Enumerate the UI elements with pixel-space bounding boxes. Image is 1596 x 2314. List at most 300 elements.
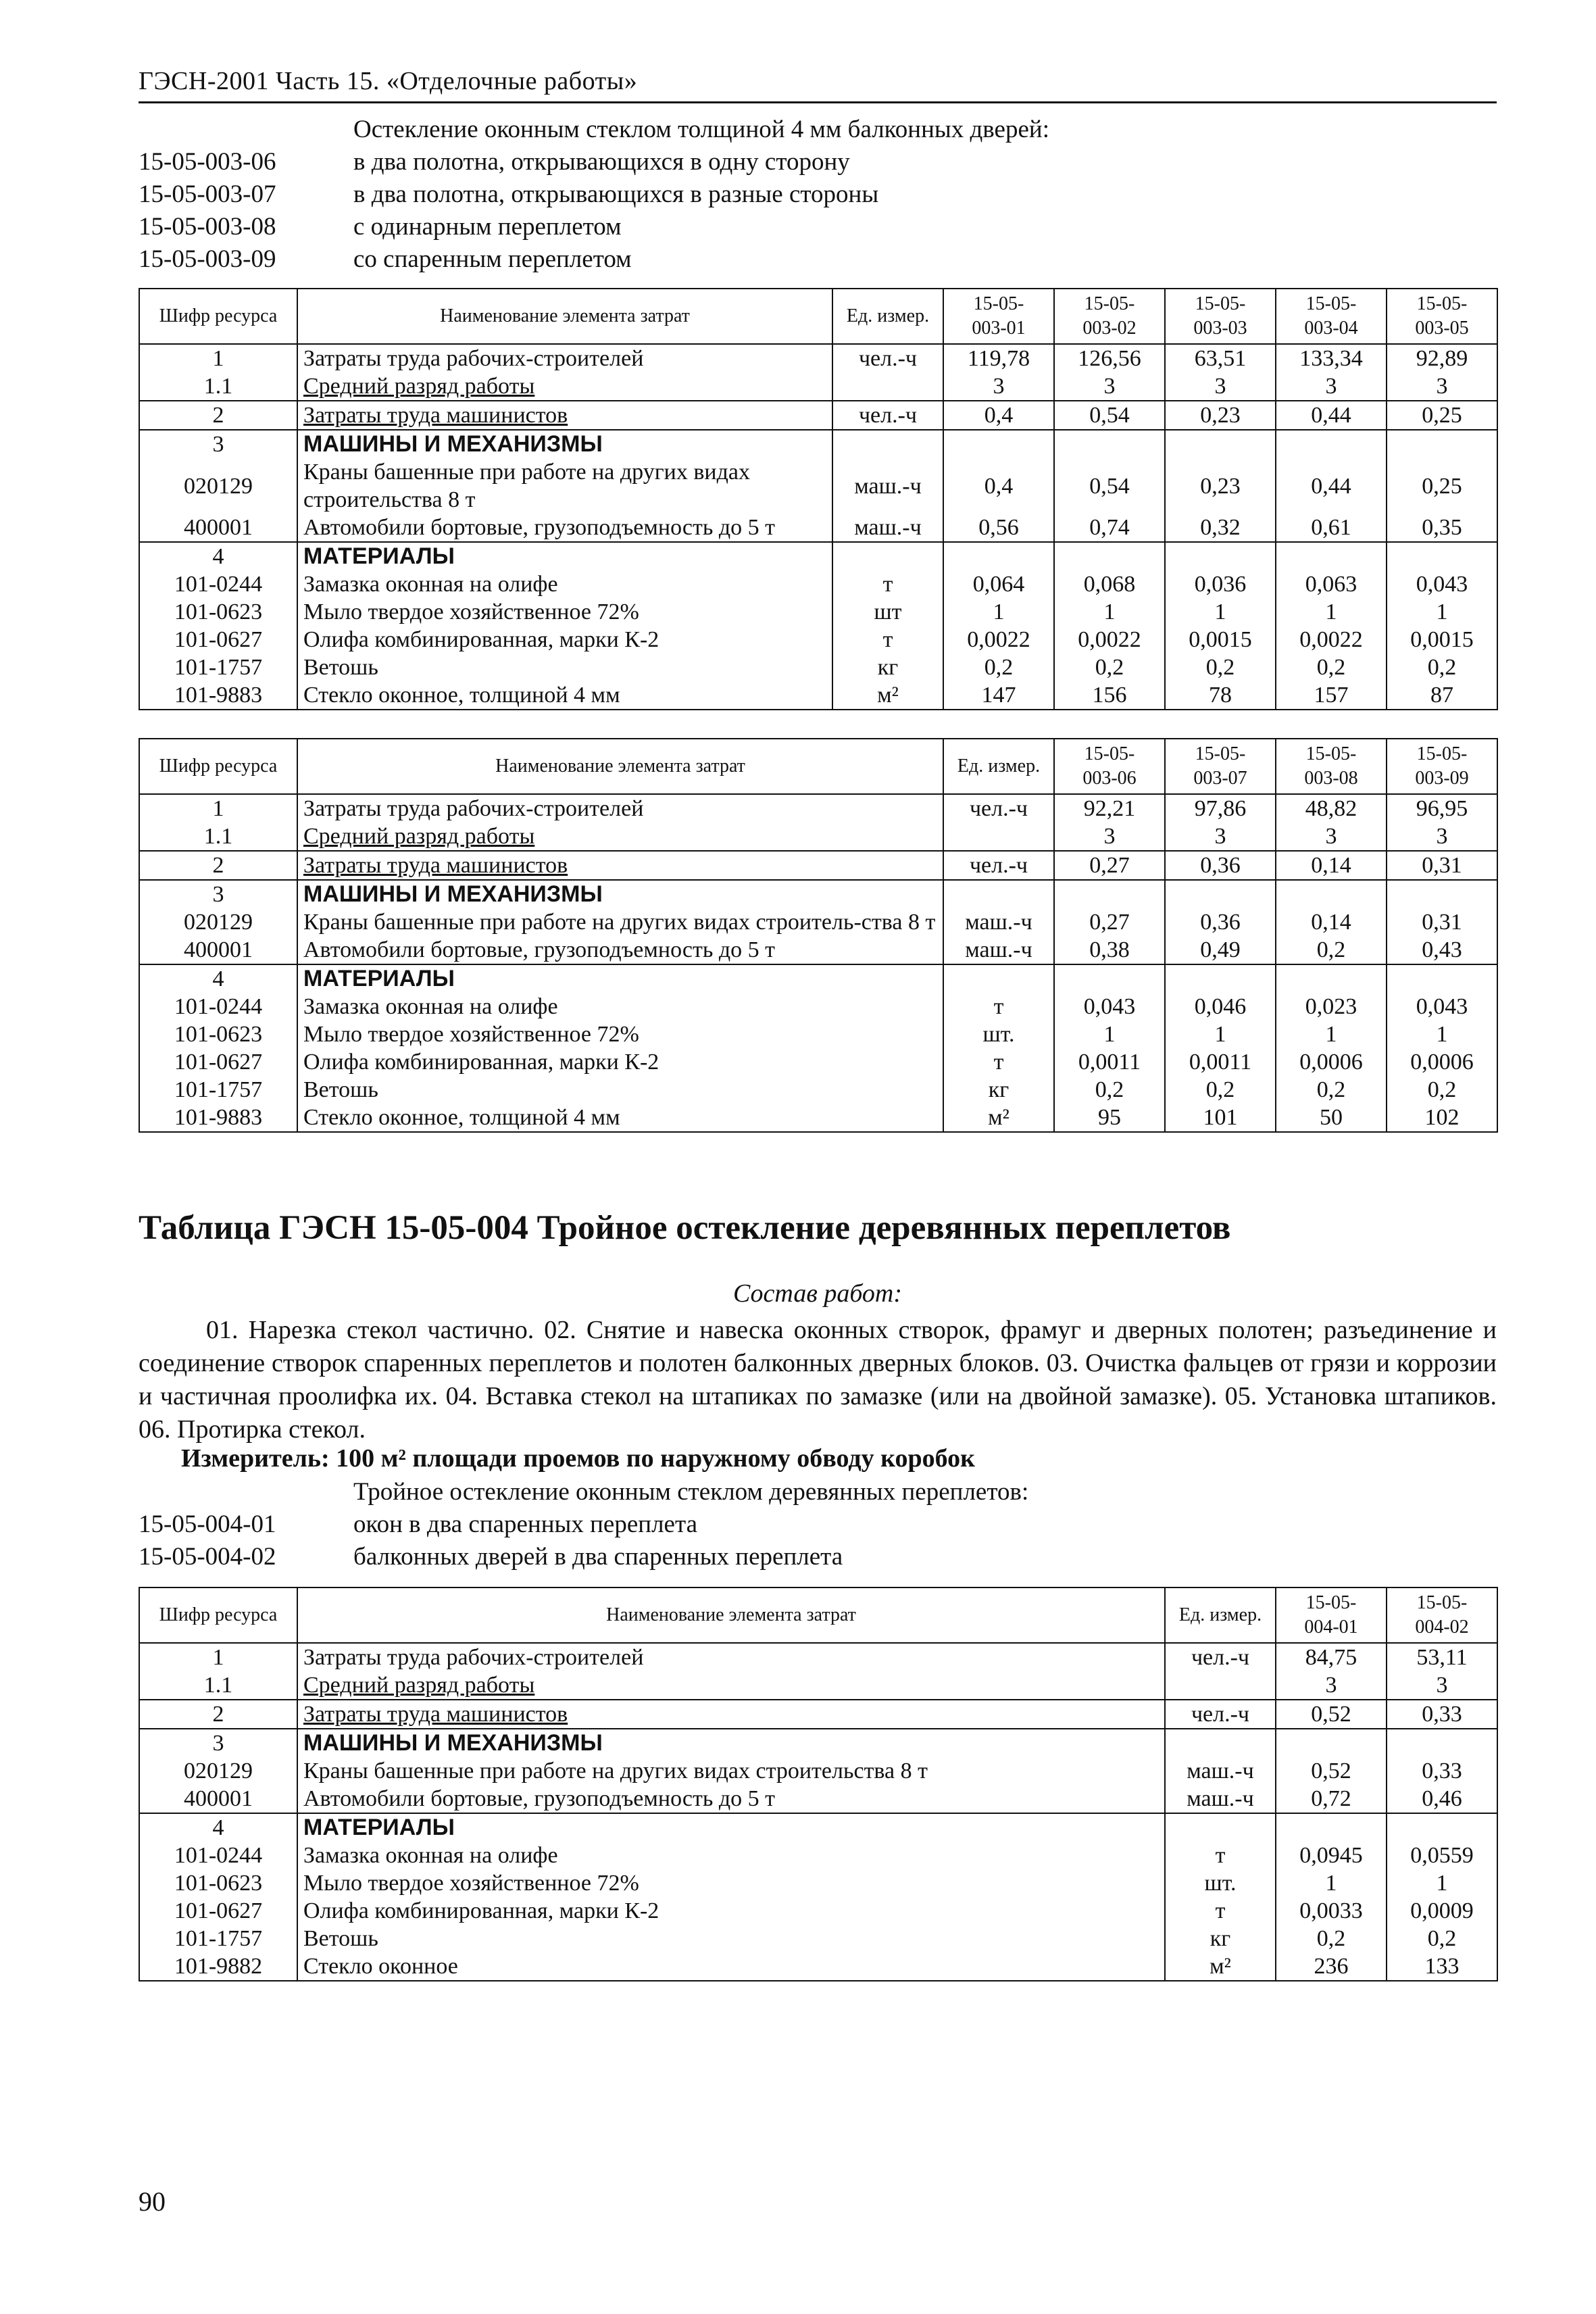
- resource-code-cell: 020129: [139, 908, 297, 936]
- col-header-code: Шифр ресурса: [139, 739, 297, 794]
- rate-value-cell: 102: [1387, 1104, 1497, 1132]
- col-header-rate: [1387, 289, 1497, 344]
- rate-value-cell: 1: [1387, 1869, 1497, 1897]
- section-heading-text: Тройное остекление оконным стеклом деревянных переплетов:: [353, 1478, 1029, 1506]
- resource-code-cell: 101-0623: [139, 1020, 297, 1048]
- col-header-rate-line1: 15-05-: [1195, 293, 1246, 314]
- resource-code-cell: 2: [139, 1700, 297, 1729]
- rate-value-cell: 0,49: [1165, 936, 1276, 964]
- unit-cell: чел.-ч: [943, 851, 1054, 880]
- col-header-rate: [1387, 1587, 1497, 1643]
- rate-value-cell: 0,043: [1387, 570, 1497, 598]
- rate-value-cell: 3: [1387, 822, 1497, 851]
- rate-value-cell: 0,0015: [1165, 626, 1276, 654]
- intro-item-code: 15-05-003-06: [139, 148, 276, 176]
- cost-element-name-cell: Затраты труда машинистов: [297, 851, 943, 880]
- rate-value-cell: 1: [1276, 1020, 1387, 1048]
- cost-element-name-cell: Замазка оконная на олифе: [297, 570, 832, 598]
- unit-cell: [832, 430, 943, 458]
- rate-value-cell: [1165, 964, 1276, 993]
- running-header: ГЭСН-2001 Часть 15. «Отделочные работы»: [139, 67, 638, 95]
- rate-value-cell: 157: [1276, 681, 1387, 710]
- col-header-rate: [1165, 739, 1276, 794]
- rate-value-cell: 0,0022: [943, 626, 1054, 654]
- rate-value-cell: 0,046: [1165, 993, 1276, 1020]
- rate-value-cell: 1: [1276, 1869, 1387, 1897]
- table-row: [139, 1671, 1497, 1700]
- section-code-list: [139, 1476, 1028, 1573]
- table-row: [139, 654, 1497, 681]
- rate-value-cell: 1: [1054, 598, 1165, 626]
- table-row: [139, 1048, 1497, 1076]
- cost-element-name-cell: Замазка оконная на олифе: [297, 1842, 1165, 1869]
- table-row: [139, 570, 1497, 598]
- col-header-rate-line2: 003-04: [1304, 318, 1358, 339]
- resource-code-cell: 101-1757: [139, 654, 297, 681]
- unit-cell: т: [943, 1048, 1054, 1076]
- resource-code-cell: 400001: [139, 514, 297, 542]
- rate-value-cell: 0,2: [1054, 1076, 1165, 1104]
- table-row: [139, 1952, 1497, 1981]
- cost-element-name-cell: Затраты труда рабочих-строителей: [297, 344, 832, 372]
- rate-value-cell: 0,14: [1276, 851, 1387, 880]
- rate-value-cell: [1276, 1729, 1387, 1757]
- table-row: [139, 430, 1497, 458]
- cost-element-name-cell: МАТЕРИАЛЫ: [297, 542, 832, 570]
- intro-item: [139, 243, 1049, 276]
- resource-code-cell: 101-0627: [139, 1897, 297, 1925]
- resource-table-003-06-09: [139, 738, 1498, 1133]
- resource-code-cell: 1: [139, 344, 297, 372]
- table-row: [139, 1700, 1497, 1729]
- rate-value-cell: [1276, 1813, 1387, 1842]
- intro-item-code: 15-05-003-07: [139, 180, 276, 208]
- rate-value-cell: 3: [1276, 822, 1387, 851]
- rate-value-cell: [1054, 964, 1165, 993]
- cost-element-name-cell: Стекло оконное, толщиной 4 мм: [297, 681, 832, 710]
- col-header-name: Наименование элемента затрат: [297, 739, 943, 794]
- col-header-code: Шифр ресурса: [139, 289, 297, 344]
- rate-value-cell: 236: [1276, 1952, 1387, 1981]
- table-row: [139, 401, 1497, 430]
- table-row: [139, 851, 1497, 880]
- rate-value-cell: 0,2: [1276, 936, 1387, 964]
- cost-element-name-cell: Средний разряд работы: [297, 822, 943, 851]
- col-header-rate: [1276, 1587, 1387, 1643]
- unit-cell: чел.-ч: [943, 794, 1054, 822]
- rate-value-cell: 0,0011: [1054, 1048, 1165, 1076]
- rate-value-cell: 0,32: [1165, 514, 1276, 542]
- cost-element-name-cell: МАШИНЫ И МЕХАНИЗМЫ: [297, 1729, 1165, 1757]
- unit-cell: шт.: [1165, 1869, 1276, 1897]
- resource-code-cell: 2: [139, 401, 297, 430]
- intro-item-text: в два полотна, открывающихся в одну сторону: [353, 148, 850, 176]
- rate-value-cell: 0,0559: [1387, 1842, 1497, 1869]
- cost-element-name-cell: Стекло оконное, толщиной 4 мм: [297, 1104, 943, 1132]
- cost-element-name-cell: Затраты труда машинистов: [297, 1700, 1165, 1729]
- unit-cell: [943, 880, 1054, 908]
- col-header-unit: Ед. измер.: [1165, 1587, 1276, 1643]
- unit-cell: маш.-ч: [1165, 1757, 1276, 1785]
- rate-value-cell: 0,4: [943, 458, 1054, 514]
- table-row: [139, 880, 1497, 908]
- rate-value-cell: 0,0033: [1276, 1897, 1387, 1925]
- rate-value-cell: 0,063: [1276, 570, 1387, 598]
- col-header-rate-line1: 15-05-: [1416, 293, 1468, 314]
- rate-value-cell: 0,2: [943, 654, 1054, 681]
- unit-cell: т: [1165, 1842, 1276, 1869]
- cost-element-name-cell: Краны башенные при работе на других видах строительства 8 т: [297, 1757, 1165, 1785]
- rate-value-cell: 3: [1276, 1671, 1387, 1700]
- cost-element-name-cell: Автомобили бортовые, грузоподъемность до 5 т: [297, 936, 943, 964]
- rate-value-cell: 3: [1387, 1671, 1497, 1700]
- resource-code-cell: 2: [139, 851, 297, 880]
- unit-cell: м²: [1165, 1952, 1276, 1981]
- resource-code-cell: 101-1757: [139, 1076, 297, 1104]
- rate-value-cell: 156: [1054, 681, 1165, 710]
- section-heading: [139, 1476, 1028, 1508]
- cost-element-name-cell: МАТЕРИАЛЫ: [297, 964, 943, 993]
- rate-value-cell: 0,44: [1276, 458, 1387, 514]
- rate-value-cell: 0,0022: [1276, 626, 1387, 654]
- cost-element-name-cell: Мыло твердое хозяйственное 72%: [297, 1869, 1165, 1897]
- col-header-rate-line1: 15-05-: [1416, 1592, 1468, 1613]
- table-row: [139, 1076, 1497, 1104]
- resource-code-cell: 101-0244: [139, 993, 297, 1020]
- rate-value-cell: 0,0009: [1387, 1897, 1497, 1925]
- unit-cell: т: [832, 570, 943, 598]
- unit-cell: шт: [832, 598, 943, 626]
- unit-cell: [832, 372, 943, 401]
- unit-cell: [943, 822, 1054, 851]
- cost-element-name-cell: Ветошь: [297, 1076, 943, 1104]
- rate-value-cell: [943, 430, 1054, 458]
- rate-value-cell: 0,52: [1276, 1700, 1387, 1729]
- rate-value-cell: [1165, 430, 1276, 458]
- cost-element-name-cell: Затраты труда рабочих-строителей: [297, 1643, 1165, 1671]
- rate-value-cell: 1: [1276, 598, 1387, 626]
- intro-item: [139, 146, 1049, 178]
- rate-value-cell: 0,52: [1276, 1757, 1387, 1785]
- resource-code-cell: 101-0627: [139, 626, 297, 654]
- intro-item-text: с одинарным переплетом: [353, 213, 622, 241]
- resource-code-cell: 101-0623: [139, 1869, 297, 1897]
- resource-table-003-01-05: [139, 288, 1498, 710]
- rate-value-cell: 119,78: [943, 344, 1054, 372]
- unit-cell: чел.-ч: [1165, 1643, 1276, 1671]
- col-header-rate: [943, 289, 1054, 344]
- unit-cell: чел.-ч: [832, 344, 943, 372]
- cost-element-name-cell: МАШИНЫ И МЕХАНИЗМЫ: [297, 430, 832, 458]
- rate-value-cell: 95: [1054, 1104, 1165, 1132]
- table-row: [139, 598, 1497, 626]
- rate-value-cell: 0,2: [1276, 1076, 1387, 1104]
- section-item: [139, 1508, 1028, 1541]
- unit-cell: [1165, 1729, 1276, 1757]
- unit-cell: кг: [832, 654, 943, 681]
- unit-cell: [832, 542, 943, 570]
- page-number: 90: [139, 2186, 166, 2217]
- table-row: [139, 458, 1497, 514]
- unit-cell: кг: [943, 1076, 1054, 1104]
- table-row: [139, 1757, 1497, 1785]
- rate-value-cell: 0,36: [1165, 851, 1276, 880]
- rate-value-cell: 0,2: [1276, 654, 1387, 681]
- rate-value-cell: 0,25: [1387, 401, 1497, 430]
- cost-element-name-cell: Олифа комбинированная, марки К-2: [297, 626, 832, 654]
- intro-item-code: 15-05-003-08: [139, 213, 276, 241]
- rate-value-cell: 92,89: [1387, 344, 1497, 372]
- col-header-rate-line2: 003-02: [1082, 318, 1137, 339]
- work-composition-label: Состав работ:: [732, 1279, 903, 1308]
- unit-cell: кг: [1165, 1925, 1276, 1952]
- work-composition-text: 01. Нарезка стекол частично. 02. Снятие и навеска оконных створок, фрамуг и дверных полотен; разъединение и соединение створок спаренных переплетов и полотен балконных дверных блоков. 03. Очистка фальцев от грязи и коррозии и частичная проолифка их. 04. Вставка стекол на штапиках по замазке (или на двойной замазке). 05. Установка штапиков. 06. Протирка стекол.: [139, 1316, 1497, 1444]
- unit-cell: маш.-ч: [832, 458, 943, 514]
- resource-code-cell: 4: [139, 964, 297, 993]
- rate-value-cell: 0,043: [1387, 993, 1497, 1020]
- rate-value-cell: 3: [1054, 372, 1165, 401]
- resource-code-cell: 400001: [139, 1785, 297, 1813]
- intro-item-text: в два полотна, открывающихся в разные стороны: [353, 180, 879, 208]
- rate-value-cell: [1165, 542, 1276, 570]
- rate-value-cell: 0,0011: [1165, 1048, 1276, 1076]
- table-row: [139, 1104, 1497, 1132]
- cost-element-name-cell: Краны башенные при работе на других видах строительства 8 т: [297, 458, 832, 514]
- resource-code-cell: 1: [139, 794, 297, 822]
- table-row: [139, 1643, 1497, 1671]
- rate-value-cell: 1: [1165, 598, 1276, 626]
- unit-cell: м²: [943, 1104, 1054, 1132]
- rate-value-cell: 0,54: [1054, 458, 1165, 514]
- cost-element-name-cell: Автомобили бортовые, грузоподъемность до 5 т: [297, 1785, 1165, 1813]
- rate-value-cell: 87: [1387, 681, 1497, 710]
- rate-value-cell: 3: [943, 372, 1054, 401]
- rate-value-cell: 92,21: [1054, 794, 1165, 822]
- rate-value-cell: 0,44: [1276, 401, 1387, 430]
- rate-value-cell: 48,82: [1276, 794, 1387, 822]
- rate-value-cell: 0,56: [943, 514, 1054, 542]
- table-row: [139, 1729, 1497, 1757]
- intro-heading-text: Остекление оконным стеклом толщиной 4 мм балконных дверей:: [353, 116, 1049, 143]
- rate-value-cell: 0,0015: [1387, 626, 1497, 654]
- rate-value-cell: 0,72: [1276, 1785, 1387, 1813]
- rate-value-cell: 63,51: [1165, 344, 1276, 372]
- rate-value-cell: 133: [1387, 1952, 1497, 1981]
- table-row: [139, 1842, 1497, 1869]
- col-header-rate-line2: 003-01: [972, 318, 1026, 339]
- unit-cell: маш.-ч: [943, 936, 1054, 964]
- unit-cell: [1165, 1813, 1276, 1842]
- rate-value-cell: 3: [1387, 372, 1497, 401]
- rate-value-cell: 0,43: [1387, 936, 1497, 964]
- rate-value-cell: [1276, 430, 1387, 458]
- rate-value-cell: 53,11: [1387, 1643, 1497, 1671]
- rate-value-cell: 0,036: [1165, 570, 1276, 598]
- unit-cell: шт.: [943, 1020, 1054, 1048]
- rate-value-cell: 0,33: [1387, 1757, 1497, 1785]
- resource-code-cell: 101-0627: [139, 1048, 297, 1076]
- resource-code-cell: 101-1757: [139, 1925, 297, 1952]
- col-header-rate-line2: 003-09: [1415, 768, 1469, 789]
- rate-value-cell: 3: [1054, 822, 1165, 851]
- unit-cell: [1165, 1671, 1276, 1700]
- rate-value-cell: 0,27: [1054, 851, 1165, 880]
- resource-code-cell: 101-9882: [139, 1952, 297, 1981]
- unit-cell: [943, 964, 1054, 993]
- unit-cell: т: [1165, 1897, 1276, 1925]
- header-rule: [139, 101, 1497, 103]
- rate-value-cell: [1054, 430, 1165, 458]
- intro-item: [139, 211, 1049, 243]
- rate-value-cell: 0,2: [1165, 1076, 1276, 1104]
- col-header-rate-line1: 15-05-: [1084, 293, 1135, 314]
- rate-value-cell: [1387, 542, 1497, 570]
- table-row: [139, 1869, 1497, 1897]
- col-header-rate-line1: 15-05-: [973, 293, 1024, 314]
- cost-element-name-cell: Затраты труда машинистов: [297, 401, 832, 430]
- resource-code-cell: 020129: [139, 1757, 297, 1785]
- rate-value-cell: [1054, 542, 1165, 570]
- section-title: Таблица ГЭСН 15-05-004 Тройное остекление деревянных переплетов: [139, 1209, 1231, 1247]
- intro-code-list: [139, 114, 1049, 276]
- resource-code-cell: 1: [139, 1643, 297, 1671]
- cost-element-name-cell: Стекло оконное: [297, 1952, 1165, 1981]
- rate-value-cell: [1165, 880, 1276, 908]
- measure-unit-line: Измеритель: 100 м² площади проемов по наружному обводу коробок: [181, 1444, 976, 1473]
- col-header-rate-line1: 15-05-: [1305, 293, 1357, 314]
- col-header-rate-line2: 003-03: [1193, 318, 1247, 339]
- cost-element-name-cell: Средний разряд работы: [297, 372, 832, 401]
- resource-code-cell: 020129: [139, 458, 297, 514]
- col-header-rate-line2: 003-06: [1082, 768, 1137, 789]
- rate-value-cell: 147: [943, 681, 1054, 710]
- rate-value-cell: 133,34: [1276, 344, 1387, 372]
- unit-cell: маш.-ч: [943, 908, 1054, 936]
- rate-value-cell: 0,4: [943, 401, 1054, 430]
- resource-code-cell: 4: [139, 542, 297, 570]
- rate-value-cell: [943, 542, 1054, 570]
- cost-element-name-cell: Мыло твердое хозяйственное 72%: [297, 598, 832, 626]
- intro-heading: [139, 114, 1049, 146]
- rate-value-cell: [1276, 880, 1387, 908]
- rate-value-cell: 3: [1276, 372, 1387, 401]
- rate-value-cell: 0,14: [1276, 908, 1387, 936]
- resource-code-cell: 101-0244: [139, 1842, 297, 1869]
- rate-value-cell: 0,31: [1387, 908, 1497, 936]
- rate-value-cell: 97,86: [1165, 794, 1276, 822]
- resource-code-cell: 3: [139, 1729, 297, 1757]
- rate-value-cell: 101: [1165, 1104, 1276, 1132]
- intro-item-code: 15-05-003-09: [139, 245, 276, 273]
- rate-value-cell: 0,068: [1054, 570, 1165, 598]
- col-header-rate-line2: 004-01: [1304, 1617, 1358, 1638]
- rate-value-cell: 0,27: [1054, 908, 1165, 936]
- rate-value-cell: 0,74: [1054, 514, 1165, 542]
- resource-code-cell: 3: [139, 430, 297, 458]
- rate-value-cell: [1387, 1729, 1497, 1757]
- table-header-row: [139, 289, 1497, 344]
- rate-value-cell: 1: [1387, 1020, 1497, 1048]
- col-header-rate: [1276, 739, 1387, 794]
- col-header-rate-line2: 003-08: [1304, 768, 1358, 789]
- rate-value-cell: 0,23: [1165, 458, 1276, 514]
- col-header-rate-line1: 15-05-: [1305, 743, 1357, 764]
- table-header-row: [139, 739, 1497, 794]
- resource-code-cell: 1.1: [139, 372, 297, 401]
- col-header-name: Наименование элемента затрат: [297, 289, 832, 344]
- table-row: [139, 1813, 1497, 1842]
- rate-value-cell: 1: [1387, 598, 1497, 626]
- section-item-text: окон в два спаренных переплета: [353, 1510, 698, 1538]
- unit-cell: чел.-ч: [832, 401, 943, 430]
- rate-value-cell: 0,25: [1387, 458, 1497, 514]
- col-header-unit: Ед. измер.: [943, 739, 1054, 794]
- cost-element-name-cell: Мыло твердое хозяйственное 72%: [297, 1020, 943, 1048]
- resource-code-cell: 1.1: [139, 1671, 297, 1700]
- rate-value-cell: 1: [1054, 1020, 1165, 1048]
- cost-element-name-cell: Ветошь: [297, 654, 832, 681]
- rate-value-cell: 3: [1165, 822, 1276, 851]
- rate-value-cell: 1: [943, 598, 1054, 626]
- intro-item-text: со спаренным переплетом: [353, 245, 632, 273]
- rate-value-cell: [1387, 880, 1497, 908]
- resource-code-cell: 101-9883: [139, 1104, 297, 1132]
- rate-value-cell: 0,2: [1387, 1076, 1497, 1104]
- table-row: [139, 542, 1497, 570]
- rate-value-cell: [1387, 964, 1497, 993]
- table-header-row: [139, 1587, 1497, 1643]
- section-item-code: 15-05-004-02: [139, 1543, 276, 1571]
- unit-cell: т: [832, 626, 943, 654]
- table-row: [139, 964, 1497, 993]
- resource-code-cell: 400001: [139, 936, 297, 964]
- table-row: [139, 1925, 1497, 1952]
- cost-element-name-cell: Олифа комбинированная, марки К-2: [297, 1897, 1165, 1925]
- table-row: [139, 936, 1497, 964]
- cost-element-name-cell: МАТЕРИАЛЫ: [297, 1813, 1165, 1842]
- rate-value-cell: 0,2: [1165, 654, 1276, 681]
- rate-value-cell: 50: [1276, 1104, 1387, 1132]
- rate-value-cell: [1054, 880, 1165, 908]
- resource-code-cell: 1.1: [139, 822, 297, 851]
- resource-code-cell: 101-0623: [139, 598, 297, 626]
- table-row: [139, 514, 1497, 542]
- col-header-rate: [1054, 739, 1165, 794]
- cost-element-name-cell: МАШИНЫ И МЕХАНИЗМЫ: [297, 880, 943, 908]
- rate-value-cell: 0,31: [1387, 851, 1497, 880]
- rate-value-cell: 0,0006: [1387, 1048, 1497, 1076]
- rate-value-cell: 96,95: [1387, 794, 1497, 822]
- resource-code-cell: 3: [139, 880, 297, 908]
- rate-value-cell: 0,064: [943, 570, 1054, 598]
- col-header-code: Шифр ресурса: [139, 1587, 297, 1643]
- rate-value-cell: 126,56: [1054, 344, 1165, 372]
- col-header-rate-line1: 15-05-: [1305, 1592, 1357, 1613]
- col-header-rate: [1054, 289, 1165, 344]
- table-row: [139, 1785, 1497, 1813]
- rate-value-cell: 0,54: [1054, 401, 1165, 430]
- table-row: [139, 626, 1497, 654]
- rate-value-cell: [1387, 1813, 1497, 1842]
- cost-element-name-cell: Краны башенные при работе на других видах строитель-ства 8 т: [297, 908, 943, 936]
- rate-value-cell: 3: [1165, 372, 1276, 401]
- rate-value-cell: 0,2: [1276, 1925, 1387, 1952]
- unit-cell: м²: [832, 681, 943, 710]
- unit-cell: маш.-ч: [832, 514, 943, 542]
- table-row: [139, 993, 1497, 1020]
- table-row: [139, 681, 1497, 710]
- col-header-rate: [1387, 739, 1497, 794]
